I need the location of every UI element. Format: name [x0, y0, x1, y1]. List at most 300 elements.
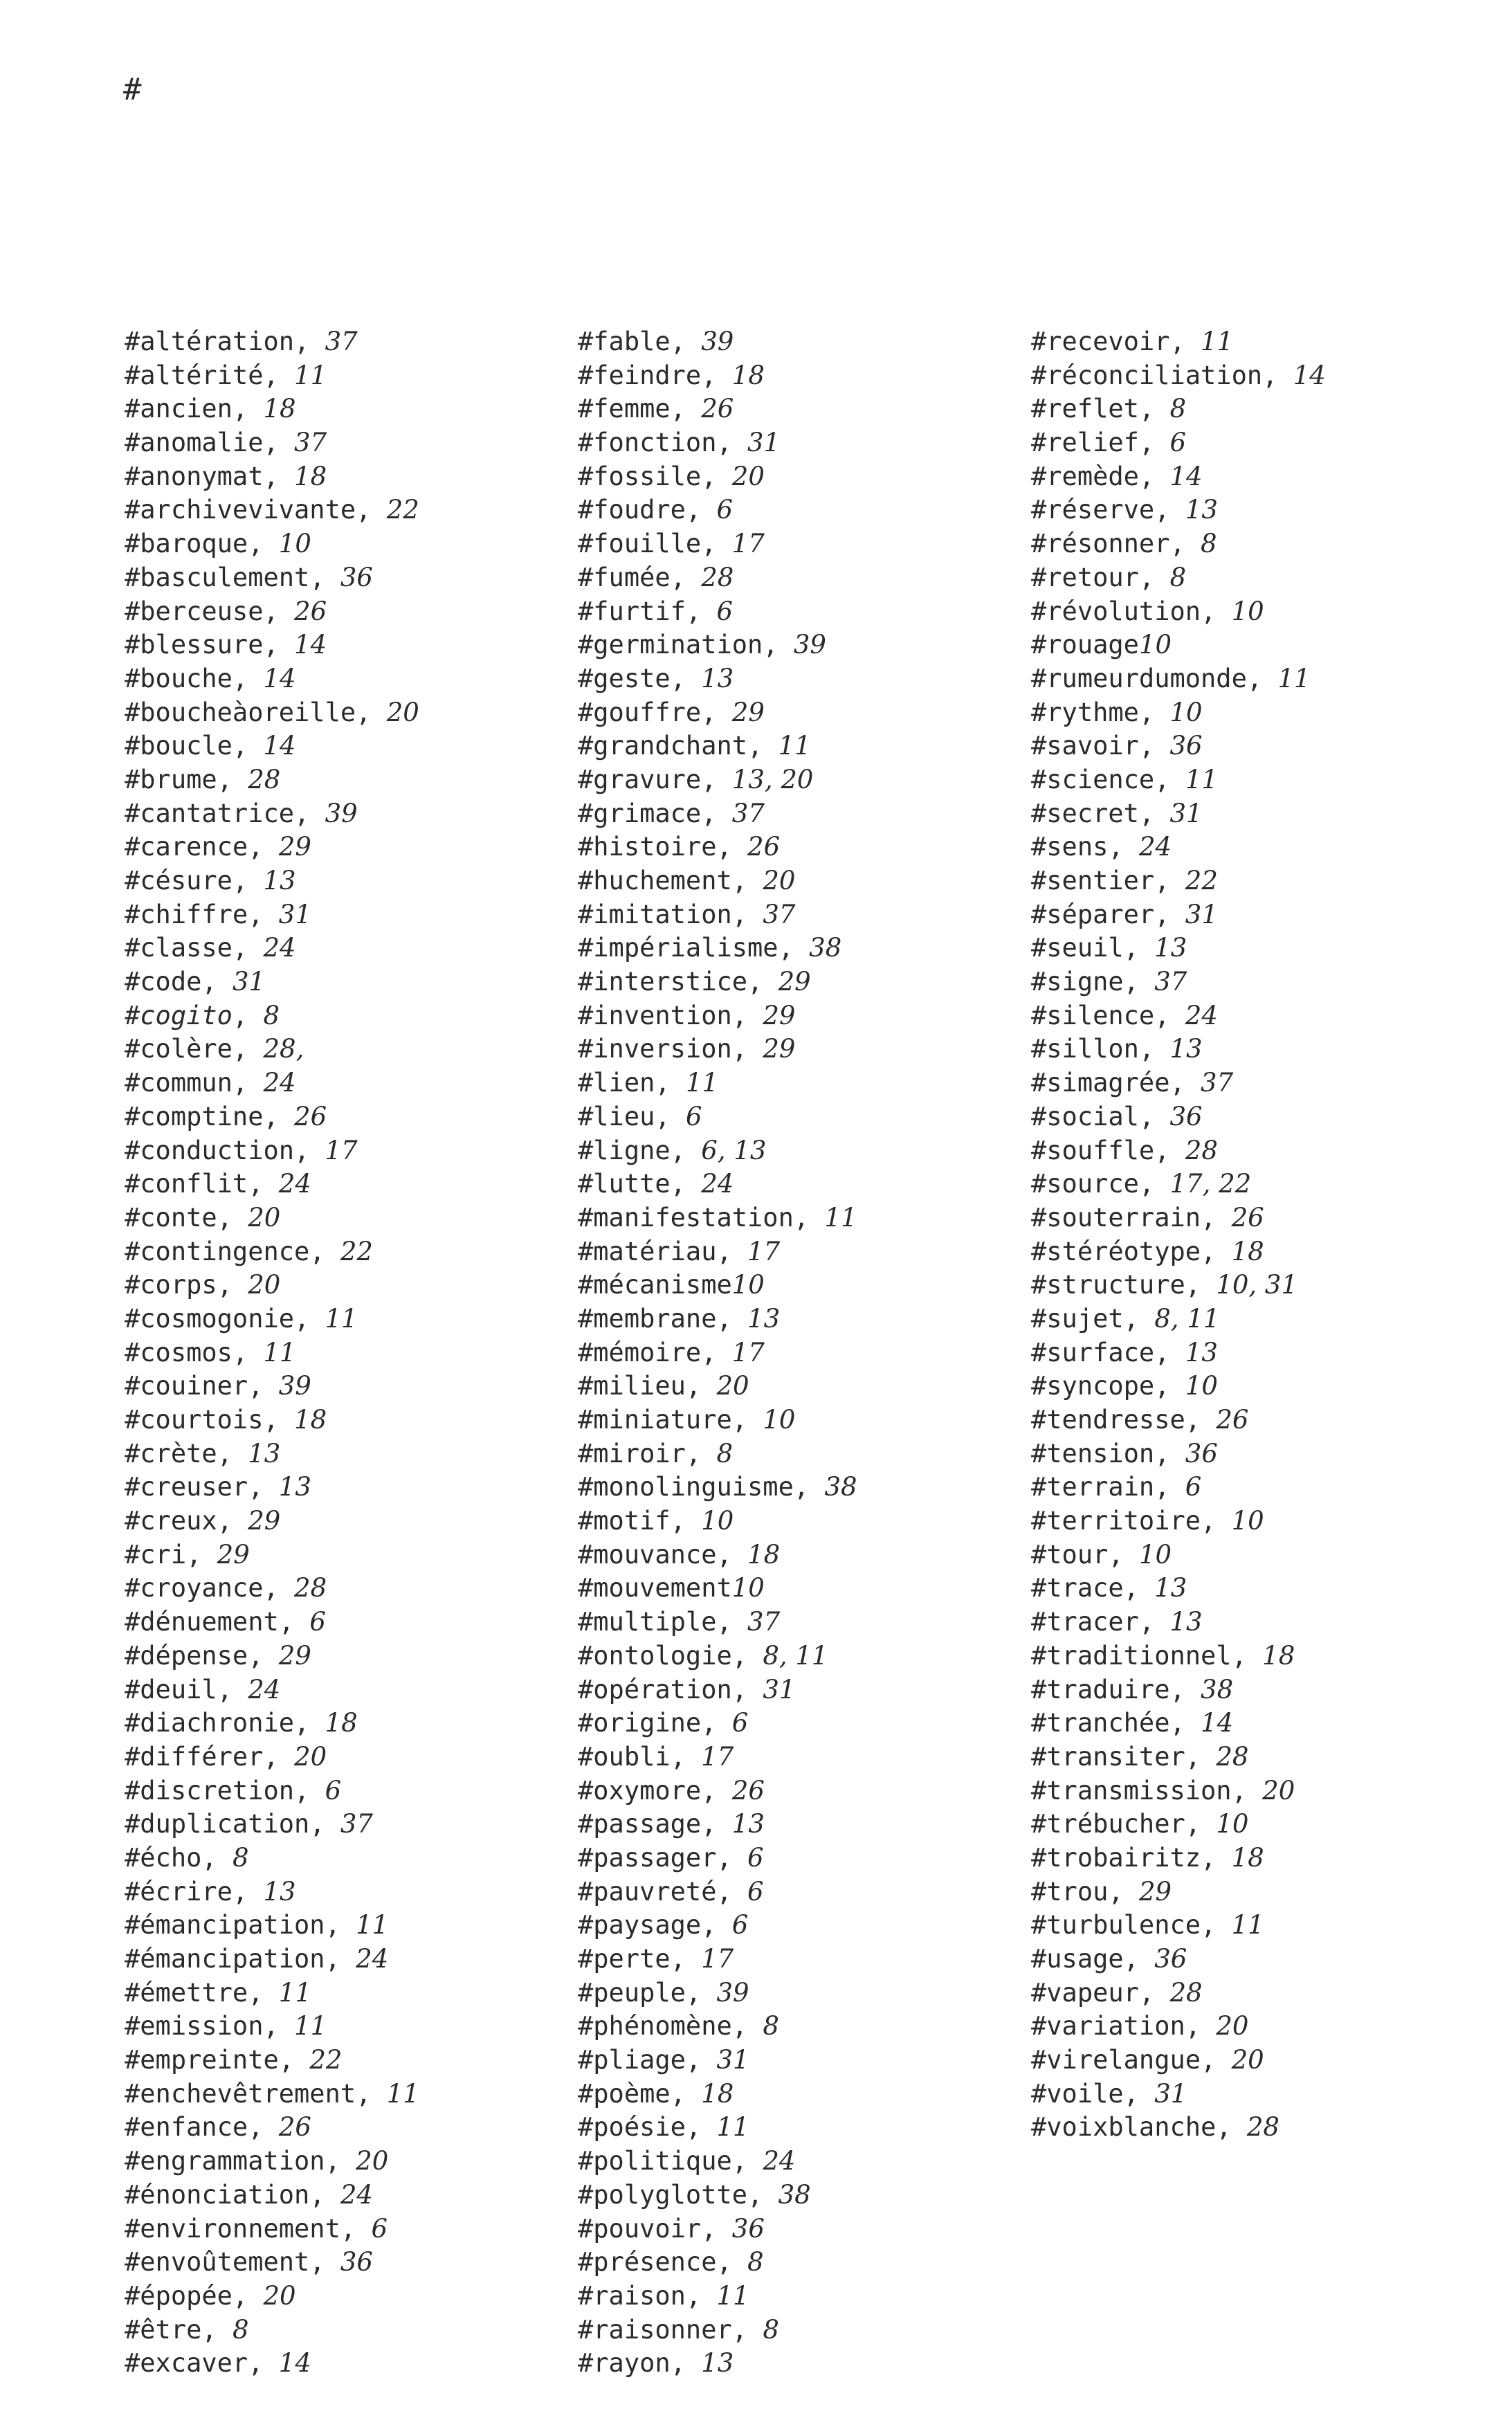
index-separator: , [263, 1573, 295, 1603]
index-term: #perte [578, 1944, 671, 1974]
index-entry [578, 1774, 1021, 1808]
index-separator: , [685, 2112, 717, 2143]
index-page-numbers: 28 [248, 764, 281, 794]
index-term: #traditionnel [1031, 1640, 1232, 1671]
index-separator: , [263, 360, 295, 390]
index-page-numbers: 26 [747, 832, 781, 862]
index-page-numbers: 11 [1277, 663, 1311, 693]
index-page-numbers: 8, 11 [1154, 1303, 1220, 1334]
index-term: #politique [578, 2146, 732, 2176]
index-page-numbers: 6 [1185, 1472, 1202, 1502]
index-entry [125, 696, 567, 730]
index-page-numbers: 20 [1262, 1775, 1295, 1806]
index-entry [125, 2314, 567, 2347]
index-page-numbers: 6 [685, 1101, 702, 1131]
index-separator: , [248, 529, 279, 559]
index-term: #femme [578, 394, 671, 424]
index-separator: , [731, 1674, 763, 1705]
index-entry [125, 931, 567, 965]
index-term: #raison [578, 2280, 686, 2311]
index-term: #berceuse [125, 596, 264, 626]
index-entry [578, 797, 1021, 831]
index-page-numbers: 10 [1231, 596, 1264, 626]
index-term: #fossile [578, 461, 702, 491]
index-page-numbers: 11 [1201, 327, 1234, 356]
index-page-numbers: 31 [232, 967, 266, 997]
index-term: #comptine [125, 1101, 264, 1131]
index-separator: , [731, 1640, 763, 1671]
index-entry [1031, 1909, 1474, 1943]
index-page-numbers: 14 [278, 2348, 311, 2379]
index-term: #engrammation [125, 2146, 325, 2176]
index-page-numbers: 13 [1169, 1034, 1203, 1064]
index-column-2 [578, 325, 1021, 2381]
index-page-numbers: 13 [1154, 933, 1187, 963]
index-entry [125, 1336, 567, 1370]
index-entry [1031, 1167, 1474, 1201]
index-page-numbers: 28 [1216, 1741, 1249, 1772]
index-separator: , [685, 2280, 717, 2311]
index-page-numbers: 17, 22 [1169, 1169, 1252, 1199]
index-entry [578, 2246, 1021, 2280]
index-term: #structure [1031, 1270, 1185, 1300]
index-page-numbers: 14 [1201, 1708, 1234, 1738]
index-entry [578, 1134, 1021, 1168]
index-term: #énonciation [125, 2179, 310, 2210]
index-entry [578, 325, 1021, 359]
index-entry [578, 2010, 1021, 2044]
index-page-numbers: 37 [763, 899, 796, 929]
index-page-numbers: 13, 20 [731, 764, 814, 794]
index-separator: , [232, 2280, 264, 2311]
index-separator: , [685, 1977, 717, 2008]
index-term: #commun [125, 1068, 233, 1098]
index-entry [125, 1909, 567, 1943]
index-separator: , [1123, 933, 1155, 963]
index-term: #seuil [1031, 933, 1124, 963]
index-page-numbers: 31 [763, 1674, 796, 1705]
index-page-numbers: 31 [716, 2045, 749, 2075]
index-term: #grimace [578, 798, 702, 828]
index-separator: , [217, 1270, 248, 1300]
index-page-numbers: 18 [294, 461, 327, 491]
index-separator: , [294, 327, 325, 356]
index-entry [1031, 1606, 1474, 1639]
index-separator: , [232, 1068, 264, 1098]
index-term: #passager [578, 1842, 717, 1873]
index-term: #multiple [578, 1607, 717, 1637]
index-entry [1031, 460, 1474, 494]
index-page-numbers: 36 [1185, 1438, 1218, 1469]
index-term: #mécanisme [578, 1270, 732, 1300]
index-page-numbers: 26 [701, 394, 734, 424]
index-term: #imitation [578, 899, 732, 929]
index-separator: , [248, 2112, 279, 2143]
index-term: #révolution [1031, 596, 1201, 626]
index-entry [1031, 628, 1474, 662]
index-separator: , [716, 1236, 748, 1266]
index-page-numbers: 13 [731, 1809, 765, 1839]
index-page-numbers: 18 [701, 2078, 734, 2109]
index-entry [125, 2347, 567, 2381]
index-page-numbers: 14 [294, 630, 327, 660]
index-column-1 [125, 325, 567, 2381]
index-page-numbers: 8 [263, 1000, 280, 1030]
index-separator: , [1138, 562, 1170, 592]
index-page-numbers: 6 [731, 1708, 749, 1738]
index-separator: , [731, 1000, 763, 1030]
index-entry [125, 1639, 567, 1673]
index-separator: , [201, 967, 233, 997]
index-entry [1031, 1808, 1474, 1842]
index-entry [578, 1302, 1021, 1336]
index-page-numbers: 18 [325, 1708, 358, 1738]
index-entry [1031, 2111, 1474, 2145]
index-entry [125, 1808, 567, 1842]
index-term: #impérialisme [578, 933, 778, 963]
index-separator: , [263, 2011, 295, 2042]
index-separator: , [1201, 1236, 1232, 1266]
index-entry [1031, 1033, 1474, 1066]
index-term: #virelangue [1031, 2045, 1201, 2075]
index-separator: , [701, 360, 732, 390]
index-entry [1031, 1336, 1474, 1370]
index-separator: , [1154, 866, 1185, 896]
index-separator: , [1201, 1202, 1232, 1233]
index-entry [1031, 1100, 1474, 1134]
index-separator: , [232, 1000, 264, 1030]
index-entry [1031, 1370, 1474, 1403]
index-term: #raisonner [578, 2314, 732, 2345]
index-page-numbers: 22 [386, 495, 419, 525]
index-page-numbers: 36 [1169, 731, 1203, 761]
index-entry [125, 2246, 567, 2280]
index-page-numbers: 26 [278, 2112, 311, 2143]
index-term: #fouille [578, 529, 702, 559]
index-page-numbers: 39 [793, 630, 826, 660]
index-entry [578, 426, 1021, 460]
index-term: #retour [1031, 562, 1139, 592]
index-entry [1031, 1269, 1474, 1302]
index-page-numbers: 24 [1185, 1000, 1218, 1030]
index-separator: , [309, 2179, 340, 2210]
index-entry [125, 1505, 567, 1538]
index-term: #boucheàoreille [125, 697, 356, 727]
index-separator: , [1262, 360, 1293, 390]
index-separator: , [1138, 798, 1170, 828]
index-entry [1031, 325, 1474, 359]
index-page-numbers: 37 [340, 1809, 373, 1839]
index-entry [578, 1976, 1021, 2010]
index-entry [1031, 2078, 1474, 2111]
index-separator: , [1154, 1371, 1185, 1401]
index-separator: , [1169, 1708, 1201, 1738]
index-term: #discretion [125, 1775, 295, 1806]
index-entry [578, 527, 1021, 561]
index-entry [578, 2044, 1021, 2078]
index-entry [125, 1134, 567, 1168]
index-separator: , [670, 1506, 702, 1536]
index-page-numbers: 24 [340, 2179, 373, 2210]
index-page-numbers: 29 [1138, 1876, 1172, 1907]
index-entry [578, 965, 1021, 999]
index-separator: , [1123, 2078, 1155, 2109]
index-separator: , [701, 764, 732, 794]
index-page-numbers: 8 [747, 2247, 764, 2278]
index-entry [578, 561, 1021, 595]
index-term: #sentier [1031, 866, 1155, 896]
index-term: #conduction [125, 1135, 295, 1165]
index-term: #environnement [125, 2213, 340, 2244]
index-separator: , [670, 327, 702, 356]
index-term: #deuil [125, 1674, 217, 1705]
index-page-numbers: 10 [1169, 697, 1203, 727]
index-entry [578, 1336, 1021, 1370]
index-entry [1031, 1875, 1474, 1909]
index-entry [125, 561, 567, 595]
index-page-numbers: 6 [309, 1607, 326, 1637]
index-separator: , [232, 1337, 264, 1367]
index-term: #monolinguisme [578, 1472, 794, 1502]
index-page-numbers: 22 [309, 2045, 343, 2075]
index-term: #courtois [125, 1405, 264, 1435]
index-term: #miniature [578, 1405, 732, 1435]
index-page-numbers: 14 [263, 731, 296, 761]
index-term: #signe [1031, 967, 1124, 997]
index-entry [578, 1201, 1021, 1235]
index-term: #motif [578, 1506, 671, 1536]
index-entry [578, 1033, 1021, 1066]
index-term: #geste [578, 663, 671, 693]
index-separator: , [278, 1607, 310, 1637]
index-separator: , [263, 428, 295, 458]
index-term: #fonction [578, 428, 717, 458]
index-entry [1031, 1673, 1474, 1707]
index-separator: , [701, 1337, 732, 1367]
index-term: #lien [578, 1068, 655, 1098]
index-page-numbers: 8, 11 [763, 1640, 828, 1671]
index-term: #gouffre [578, 697, 702, 727]
index-page-numbers: 39 [325, 798, 358, 828]
index-term: #résonner [1031, 529, 1170, 559]
index-separator: , [670, 1944, 702, 1974]
index-entry [1031, 1437, 1474, 1471]
index-term: #gravure [578, 764, 702, 794]
index-entry [578, 662, 1021, 696]
index-separator: , [1154, 764, 1185, 794]
index-page-numbers: 29 [278, 832, 311, 862]
index-page-numbers: 8 [1169, 394, 1187, 424]
index-term: #savoir [1031, 731, 1139, 761]
index-column-3 [1031, 325, 1474, 2145]
index-separator: , [186, 1539, 217, 1570]
index-entry [1031, 1976, 1474, 2010]
index-term: #sujet [1031, 1303, 1124, 1334]
index-term: #germination [578, 630, 763, 660]
index-term: #rayon [578, 2348, 671, 2379]
index-term: #invention [578, 1000, 732, 1030]
index-page-numbers: 24 [248, 1674, 281, 1705]
index-page-numbers: 26 [731, 1775, 765, 1806]
index-entry [1031, 595, 1474, 629]
index-page-numbers: 11 [294, 360, 327, 390]
index-separator: , [1185, 1741, 1217, 1772]
index-entry [1031, 965, 1474, 999]
index-entry [578, 763, 1021, 797]
index-separator: , [1185, 1809, 1217, 1839]
index-term: #ancien [125, 394, 233, 424]
index-term: #feindre [578, 360, 702, 390]
index-term: #conflit [125, 1169, 248, 1199]
index-separator: , [294, 1135, 325, 1165]
index-separator: , [356, 2078, 387, 2109]
index-page-numbers: 8 [1201, 529, 1217, 559]
index-entry [578, 1943, 1021, 1976]
index-term: #conte [125, 1202, 217, 1233]
index-term: #carence [125, 832, 248, 862]
index-entry [578, 2212, 1021, 2246]
index-term: #transiter [1031, 1741, 1185, 1772]
index-term: #colère [125, 1034, 233, 1064]
index-separator: , [248, 1169, 279, 1199]
index-entry [125, 2145, 567, 2179]
index-term: #anonymat [125, 461, 264, 491]
index-term: #présence [578, 2247, 717, 2278]
index-term: #séparer [1031, 899, 1155, 929]
index-term: #terrain [1031, 1472, 1155, 1502]
index-page-numbers: 22 [340, 1236, 373, 1266]
index-separator: , [1154, 1438, 1185, 1469]
index-separator: , [309, 2247, 340, 2278]
index-entry [125, 1066, 567, 1100]
index-term: #opération [578, 1674, 732, 1705]
index-separator: , [232, 663, 264, 693]
index-entry [1031, 1639, 1474, 1673]
index-separator: , [1201, 1506, 1232, 1536]
index-separator: , [670, 2348, 702, 2379]
index-term: #baroque [125, 529, 248, 559]
index-page-numbers: 38 [809, 933, 842, 963]
index-page-numbers: 36 [340, 2247, 373, 2278]
index-separator: , [356, 697, 387, 727]
index-separator: , [263, 630, 295, 660]
index-entry [578, 2280, 1021, 2314]
index-term: #simagrée [1031, 1068, 1170, 1098]
index-page-numbers: 17 [701, 1944, 734, 1974]
index-term: #syncope [1031, 1371, 1155, 1401]
page-header-mark: # [123, 72, 142, 107]
index-page-numbers: 20 [356, 2146, 389, 2176]
index-entry [125, 729, 567, 763]
index-separator: , [1169, 1068, 1201, 1098]
index-separator: , [309, 1236, 340, 1266]
index-separator: , [248, 1640, 279, 1671]
index-page-numbers: 10 [1216, 1809, 1249, 1839]
index-term: #tracer [1031, 1607, 1139, 1637]
index-entry [578, 1875, 1021, 1909]
index-separator: , [1123, 1573, 1155, 1603]
index-separator: , [1169, 1674, 1201, 1705]
index-term: #sens [1031, 832, 1109, 862]
index-term: #furtif [578, 596, 686, 626]
index-term: #couiner [125, 1371, 248, 1401]
index-term: #brume [125, 764, 217, 794]
index-term: #reflet [1031, 394, 1139, 424]
index-term: #trou [1031, 1876, 1109, 1907]
index-separator: , [731, 1034, 763, 1064]
index-separator: , [294, 1303, 325, 1334]
index-entry [578, 696, 1021, 730]
index-entry [125, 628, 567, 662]
index-page-numbers: 11 [716, 2112, 749, 2143]
index-page-numbers: 11 [356, 1910, 389, 1940]
index-term: #tranchée [1031, 1708, 1170, 1738]
index-separator: , [701, 1775, 732, 1806]
index-entry [125, 1370, 567, 1403]
index-entry [1031, 1201, 1474, 1235]
index-page-numbers: 11 [778, 731, 811, 761]
index-separator: , [1154, 1337, 1185, 1367]
index-entry [125, 2078, 567, 2111]
index-separator: , [670, 562, 702, 592]
index-entry [578, 1572, 1021, 1606]
index-page-numbers: 31 [1154, 2078, 1187, 2109]
index-entry [578, 392, 1021, 426]
index-page-numbers: 6 [325, 1775, 342, 1806]
index-term: #altérité [125, 360, 264, 390]
index-entry [125, 1471, 567, 1505]
index-page-numbers: 24 [278, 1169, 311, 1199]
index-page-numbers: 31 [278, 899, 311, 929]
index-separator: , [747, 2179, 778, 2210]
index-page-numbers: 37 [747, 1607, 781, 1637]
index-page-numbers: 36 [1154, 1944, 1187, 1974]
index-page-numbers: 29 [278, 1640, 311, 1671]
index-separator: , [793, 1472, 825, 1502]
index-separator: , [1169, 327, 1201, 356]
index-separator: , [716, 1876, 748, 1907]
index-term: #souffle [1031, 1135, 1155, 1165]
index-page-numbers: 11 [824, 1202, 857, 1233]
index-entry [125, 2010, 567, 2044]
index-term: #histoire [578, 832, 717, 862]
index-term: #émettre [125, 1977, 248, 2008]
index-term: #fable [578, 327, 671, 356]
index-entry [1031, 359, 1474, 393]
index-page-numbers: 13 [263, 1876, 296, 1907]
index-term: #diachronie [125, 1708, 295, 1738]
index-page-numbers: 29 [248, 1506, 281, 1536]
index-separator: , [232, 731, 264, 761]
index-entry [125, 493, 567, 527]
index-page-numbers: 37 [294, 428, 327, 458]
index-separator: , [1185, 1405, 1217, 1435]
index-entry [578, 2179, 1021, 2212]
index-entry [1031, 898, 1474, 932]
index-entry [1031, 1538, 1474, 1572]
index-entry [1031, 729, 1474, 763]
index-page-numbers: 13 [278, 1472, 311, 1502]
index-entry [578, 999, 1021, 1033]
index-entry [578, 1437, 1021, 1471]
index-entry [578, 1505, 1021, 1538]
index-entry [578, 864, 1021, 898]
index-term: #secret [1031, 798, 1139, 828]
index-term: #archivevivante [125, 495, 356, 525]
index-term: #crète [125, 1438, 217, 1469]
index-separator: , [1169, 529, 1201, 559]
index-separator: , [1138, 1977, 1170, 2008]
